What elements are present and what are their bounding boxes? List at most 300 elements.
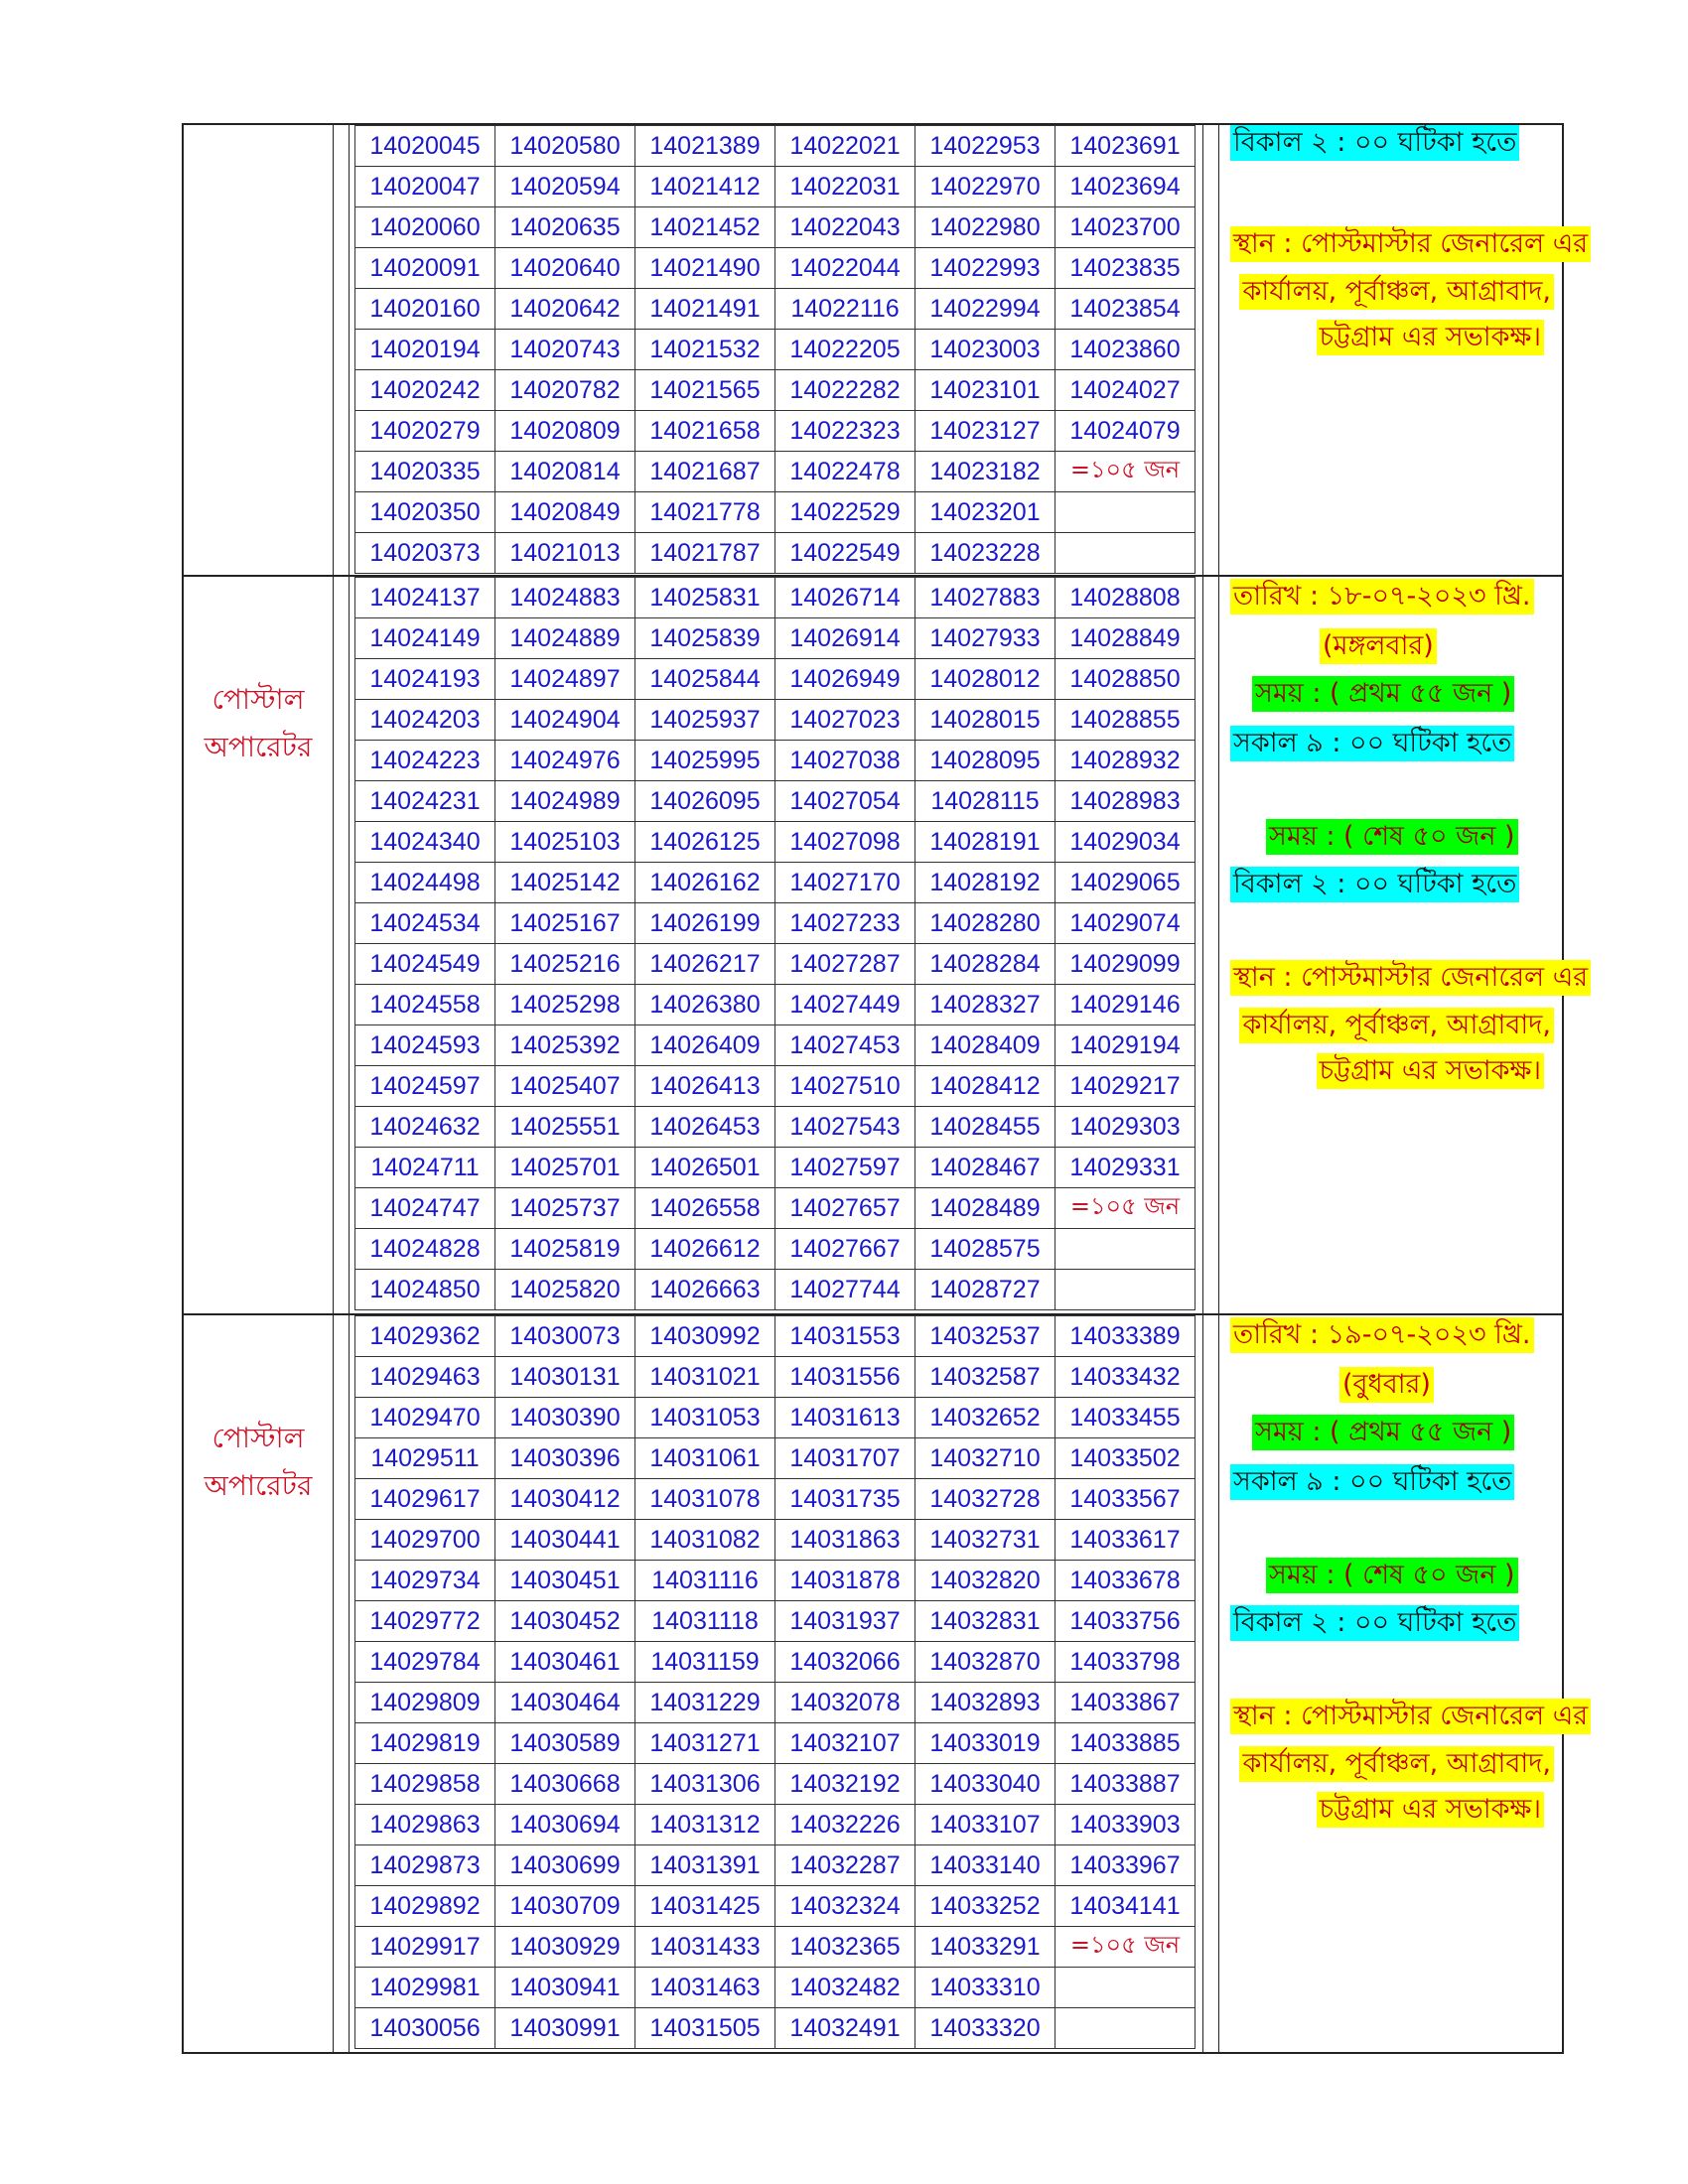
roll-number-cell: 14025819 [495,1229,635,1270]
roll-number-cell: 14030131 [495,1357,635,1398]
roll-number-cell: 14028284 [915,944,1055,985]
roll-number-cell: 14031735 [775,1479,915,1520]
roll-number-cell: 14033756 [1055,1601,1196,1642]
roll-number-cell: 14026217 [635,944,775,985]
roll-number-cell: 14022282 [775,370,915,411]
roll-number-cell: 14026914 [775,618,915,659]
post-name-label: পোস্টাল অপারেটর [204,1422,313,1502]
roll-number-cell: 14029463 [355,1357,495,1398]
table-row [355,1845,1196,1886]
roll-number-cell: 14028855 [1055,700,1196,741]
table-row [355,1723,1196,1764]
roll-number-cell: 14030991 [495,2008,635,2049]
table-row [355,1148,1196,1188]
roll-number-cell: 14021532 [635,330,775,370]
roll-number-cell: 14029858 [355,1764,495,1805]
empty-cell [1055,533,1196,574]
roll-number-cell: 14023101 [915,370,1055,411]
roll-number-cell: 14024231 [355,781,495,822]
total-count-cell: =১০৫ জন [1055,452,1196,492]
roll-number-cell: 14025820 [495,1270,635,1310]
roll-number-cell: 14026714 [775,578,915,618]
roll-number-cell: 14025392 [495,1025,635,1066]
venue-line-1: স্থান : পোস্টমাস্টার জেনারেল এর [1230,960,1591,996]
exam-day: (বুধবার) [1339,1367,1434,1403]
roll-number-cell: 14033107 [915,1805,1055,1845]
roll-number-cell: 14026413 [635,1066,775,1107]
column-divider [349,125,350,575]
roll-number-cell: 14030464 [495,1683,635,1723]
roll-number-cell: 14029470 [355,1398,495,1438]
table-row [355,1764,1196,1805]
table-row [355,207,1196,248]
roll-number-cell: 14030390 [495,1398,635,1438]
roll-number-cell: 14032324 [775,1886,915,1927]
table-row [355,1188,1196,1229]
roll-number-cell: 14028015 [915,700,1055,741]
roll-number-cell: 14029892 [355,1886,495,1927]
roll-number-cell: 14025407 [495,1066,635,1107]
roll-number-cell: 14029784 [355,1642,495,1683]
roll-number-cell: 14031021 [635,1357,775,1398]
table-row [355,248,1196,289]
roll-number-cell: 14033887 [1055,1764,1196,1805]
roll-number-cell: 14026409 [635,1025,775,1066]
table-row [355,1968,1196,2008]
roll-number-cell: 14025844 [635,659,775,700]
roll-number-cell: 14023700 [1055,207,1196,248]
roll-number-cell: 14024193 [355,659,495,700]
roll-number-cell: 14029819 [355,1723,495,1764]
post-name-label: পোস্টাল অপারেটর [204,683,313,763]
roll-number-cell: 14021013 [495,533,635,574]
roll-number-cell: 14033310 [915,1968,1055,2008]
table-row [355,1357,1196,1398]
roll-number-cell: 14029194 [1055,1025,1196,1066]
roll-number-cell: 14029981 [355,1968,495,2008]
roll-number-cell: 14026949 [775,659,915,700]
roll-number-cell: 14027597 [775,1148,915,1188]
roll-number-cell: 14029303 [1055,1107,1196,1148]
roll-number-cell: 14030929 [495,1927,635,1968]
roll-number-cell: 14022021 [775,126,915,167]
venue-line-1: স্থান : পোস্টমাস্টার জেনারেল এর [1230,1699,1591,1734]
first-batch-time: সময় : ( প্রথম ৫৫ জন ) [1252,676,1514,712]
morning-time: সকাল ৯ : ০০ ঘটিকা হতে [1230,1464,1514,1500]
roll-number-cell: 14022116 [775,289,915,330]
roll-number-table [354,577,1196,1310]
roll-number-cell: 14024989 [495,781,635,822]
table-row [355,1107,1196,1148]
roll-number-cell: 14032728 [915,1479,1055,1520]
venue-line-1: স্থান : পোস্টমাস্টার জেনারেল এর [1230,226,1591,262]
roll-number-cell: 14031613 [775,1398,915,1438]
table-row [355,411,1196,452]
roll-number-cell: 14020279 [355,411,495,452]
table-row [355,452,1196,492]
roll-number-cell: 14022993 [915,248,1055,289]
roll-number-cell: 14025995 [635,741,775,781]
afternoon-time: বিকাল ২ : ০০ ঘটিকা হতে [1230,867,1519,902]
roll-number-cell: 14028467 [915,1148,1055,1188]
roll-number-cell: 14031229 [635,1683,775,1723]
venue-line-2: কার্যালয়, পূর্বাঞ্চল, আগ্রাবাদ, [1239,1008,1554,1043]
empty-cell [1055,492,1196,533]
roll-number-cell: 14024850 [355,1270,495,1310]
table-row [355,659,1196,700]
roll-number-cell: 14032731 [915,1520,1055,1561]
roll-number-cell: 14023228 [915,533,1055,574]
roll-number-cell: 14025737 [495,1188,635,1229]
roll-number-cell: 14021687 [635,452,775,492]
roll-number-cell: 14033040 [915,1764,1055,1805]
roll-number-cell: 14028849 [1055,618,1196,659]
roll-number-cell: 14029065 [1055,863,1196,903]
column-divider [349,1315,350,2052]
roll-number-cell: 14025937 [635,700,775,741]
roll-number-cell: 14032066 [775,1642,915,1683]
roll-number-cell: 14033567 [1055,1479,1196,1520]
table-row [355,822,1196,863]
roll-number-cell: 14026501 [635,1148,775,1188]
table-row [355,903,1196,944]
schedule-info [1226,1315,1589,2052]
roll-number-cell: 14028409 [915,1025,1055,1066]
roll-number-cell: 14028192 [915,863,1055,903]
roll-number-cell: 14024340 [355,822,495,863]
roll-number-cell: 14030441 [495,1520,635,1561]
roll-number-cell: 14024149 [355,618,495,659]
roll-number-cell: 14022043 [775,207,915,248]
table-row [355,1520,1196,1561]
roll-number-cell: 14033320 [915,2008,1055,2049]
roll-number-cell: 14023201 [915,492,1055,533]
roll-number-cell: 14030589 [495,1723,635,1764]
roll-number-cell: 14029873 [355,1845,495,1886]
roll-number-cell: 14033617 [1055,1520,1196,1561]
roll-number-cell: 14026162 [635,863,775,903]
total-count-cell: =১০৫ জন [1055,1927,1196,1968]
roll-number-cell: 14031271 [635,1723,775,1764]
roll-number-cell: 14028115 [915,781,1055,822]
roll-number-cell: 14031505 [635,2008,775,2049]
roll-number-cell: 14024889 [495,618,635,659]
table-row [355,1398,1196,1438]
roll-number-cell: 14027449 [775,985,915,1025]
roll-number-cell: 14024883 [495,578,635,618]
roll-number-cell: 14029700 [355,1520,495,1561]
column-divider [333,125,334,575]
roll-number-cell: 14032587 [915,1357,1055,1398]
roll-number-cell: 14024534 [355,903,495,944]
roll-number-cell: 14021787 [635,533,775,574]
table-row [355,330,1196,370]
roll-number-cell: 14020091 [355,248,495,289]
schedule-section-1 [182,123,1589,577]
roll-number-cell: 14033678 [1055,1561,1196,1601]
schedule-section-3 [182,1313,1589,2054]
roll-number-cell: 14027933 [915,618,1055,659]
roll-number-cell: 14023691 [1055,126,1196,167]
roll-number-cell: 14026663 [635,1270,775,1310]
roll-number-cell: 14027233 [775,903,915,944]
table-row [355,1805,1196,1845]
roll-number-cell: 14031425 [635,1886,775,1927]
roll-number-cell: 14032710 [915,1438,1055,1479]
roll-number-cell: 14032893 [915,1683,1055,1723]
roll-number-cell: 14033252 [915,1886,1055,1927]
roll-number-cell: 14020047 [355,167,495,207]
column-divider [1202,577,1203,1313]
roll-number-cell: 14020782 [495,370,635,411]
roll-number-cell: 14024632 [355,1107,495,1148]
afternoon-time: বিকাল ২ : ০০ ঘটিকা হতে [1230,125,1519,161]
table-row [355,781,1196,822]
roll-number-cell: 14032537 [915,1316,1055,1357]
roll-number-cell: 14022529 [775,492,915,533]
roll-number-cell: 14024203 [355,700,495,741]
table-row [355,985,1196,1025]
roll-number-cell: 14027510 [775,1066,915,1107]
roll-number-cell: 14031863 [775,1520,915,1561]
roll-number-cell: 14027054 [775,781,915,822]
total-count-cell: =১০৫ জন [1055,1188,1196,1229]
roll-number-cell: 14031116 [635,1561,775,1601]
roll-number-cell: 14025142 [495,863,635,903]
roll-number-cell: 14030941 [495,1968,635,2008]
column-divider [1218,1315,1219,2052]
roll-number-cell: 14025839 [635,618,775,659]
roll-number-cell: 14020160 [355,289,495,330]
roll-number-cell: 14020350 [355,492,495,533]
roll-number-cell: 14031878 [775,1561,915,1601]
table-row [355,1438,1196,1479]
table-row [355,492,1196,533]
roll-number-cell: 14020060 [355,207,495,248]
roll-number-cell: 14020594 [495,167,635,207]
exam-day: (মঙ্গলবার) [1320,628,1437,664]
roll-number-cell: 14029217 [1055,1066,1196,1107]
roll-number-cell: 14025551 [495,1107,635,1148]
roll-number-cell: 14032192 [775,1764,915,1805]
table-row [355,618,1196,659]
roll-number-cell: 14020373 [355,533,495,574]
roll-number-cell: 14032226 [775,1805,915,1845]
roll-number-cell: 14031433 [635,1927,775,1968]
roll-number-cell: 14028095 [915,741,1055,781]
roll-number-cell: 14023860 [1055,330,1196,370]
table-row [355,863,1196,903]
roll-number-cell: 14027287 [775,944,915,985]
roll-number-cell: 14028489 [915,1188,1055,1229]
roll-number-cell: 14022323 [775,411,915,452]
roll-number-cell: 14024897 [495,659,635,700]
roll-number-cell: 14024558 [355,985,495,1025]
roll-number-cell: 14022205 [775,330,915,370]
roll-number-cell: 14027023 [775,700,915,741]
roll-number-cell: 14029617 [355,1479,495,1520]
table-row [355,944,1196,985]
roll-number-cell: 14024597 [355,1066,495,1107]
roll-number-table [354,1315,1196,2049]
roll-number-cell: 14021491 [635,289,775,330]
roll-number-cell: 14029034 [1055,822,1196,863]
table-row [355,1066,1196,1107]
roll-number-cell: 14028932 [1055,741,1196,781]
roll-number-cell: 14030452 [495,1601,635,1642]
schedule-info [1226,125,1589,575]
table-row [355,1561,1196,1601]
roll-number-cell: 14020640 [495,248,635,289]
roll-number-cell: 14025701 [495,1148,635,1188]
table-row [355,700,1196,741]
roll-number-cell: 14031312 [635,1805,775,1845]
roll-number-cell: 14033798 [1055,1642,1196,1683]
roll-number-cell: 14024079 [1055,411,1196,452]
table-row [355,2008,1196,2049]
roll-number-cell: 14020743 [495,330,635,370]
schedule-info [1226,577,1589,1313]
venue-line-2: কার্যালয়, পূর্বাঞ্চল, আগ্রাবাদ, [1239,1746,1554,1782]
roll-number-cell: 14023694 [1055,167,1196,207]
roll-number-cell: 14022970 [915,167,1055,207]
roll-number-cell: 14022044 [775,248,915,289]
table-row [355,1683,1196,1723]
roll-number-cell: 14028850 [1055,659,1196,700]
roll-number-cell: 14026558 [635,1188,775,1229]
exam-date: তারিখ : ১৯-০৭-২০২৩ খ্রি. [1230,1317,1534,1353]
roll-number-cell: 14026125 [635,822,775,863]
roll-number-cell: 14024711 [355,1148,495,1188]
roll-number-cell: 14029809 [355,1683,495,1723]
roll-number-cell: 14020580 [495,126,635,167]
roll-number-cell: 14030709 [495,1886,635,1927]
roll-number-cell: 14024549 [355,944,495,985]
roll-number-cell: 14026380 [635,985,775,1025]
roll-number-cell: 14025167 [495,903,635,944]
roll-number-cell: 14029362 [355,1316,495,1357]
roll-number-cell: 14033019 [915,1723,1055,1764]
table-row [355,1316,1196,1357]
roll-number-cell: 14030396 [495,1438,635,1479]
roll-number-cell: 14031553 [775,1316,915,1357]
roll-number-cell: 14023182 [915,452,1055,492]
roll-number-cell: 14032482 [775,1968,915,2008]
venue-line-3: চট্টগ্রাম এর সভাকক্ষ। [1317,1792,1544,1828]
roll-number-cell: 14022478 [775,452,915,492]
roll-number-cell: 14030699 [495,1845,635,1886]
roll-number-cell: 14027667 [775,1229,915,1270]
roll-number-cell: 14028727 [915,1270,1055,1310]
table-row [355,370,1196,411]
roll-number-cell: 14028808 [1055,578,1196,618]
roll-number-cell: 14021778 [635,492,775,533]
roll-number-cell: 14027098 [775,822,915,863]
roll-number-cell: 14029734 [355,1561,495,1601]
empty-cell [1055,1270,1196,1310]
roll-number-cell: 14032831 [915,1601,1055,1642]
second-batch-time: সময় : ( শেষ ৫০ জন ) [1266,819,1518,855]
table-row [355,1601,1196,1642]
table-row [355,1479,1196,1520]
table-row [355,741,1196,781]
roll-number-cell: 14027657 [775,1188,915,1229]
roll-number-cell: 14022994 [915,289,1055,330]
roll-number-cell: 14031707 [775,1438,915,1479]
roll-number-cell: 14029511 [355,1438,495,1479]
exam-date: তারিখ : ১৮-০৭-২০২৩ খ্রি. [1230,579,1534,614]
roll-number-cell: 14031306 [635,1764,775,1805]
roll-number-cell: 14027170 [775,863,915,903]
roll-number-cell: 14024747 [355,1188,495,1229]
roll-number-cell: 14022031 [775,167,915,207]
roll-number-cell: 14029917 [355,1927,495,1968]
afternoon-time: বিকাল ২ : ০০ ঘটিকা হতে [1230,1605,1519,1641]
roll-number-cell: 14028191 [915,822,1055,863]
table-row [355,289,1196,330]
roll-number-cell: 14029863 [355,1805,495,1845]
roll-number-cell: 14025216 [495,944,635,985]
roll-number-cell: 14030694 [495,1805,635,1845]
column-divider [333,1315,334,2052]
roll-number-cell: 14031118 [635,1601,775,1642]
roll-number-cell: 14033291 [915,1927,1055,1968]
roll-number-cell: 14028412 [915,1066,1055,1107]
roll-number-cell: 14026199 [635,903,775,944]
roll-number-cell: 14029331 [1055,1148,1196,1188]
roll-number-cell: 14020194 [355,330,495,370]
roll-number-cell: 14031061 [635,1438,775,1479]
roll-number-cell: 14024137 [355,578,495,618]
roll-number-cell: 14032491 [775,2008,915,2049]
roll-number-cell: 14020045 [355,126,495,167]
roll-number-cell: 14033903 [1055,1805,1196,1845]
roll-number-cell: 14028012 [915,659,1055,700]
roll-number-cell: 14033867 [1055,1683,1196,1723]
roll-number-cell: 14028575 [915,1229,1055,1270]
roll-number-cell: 14027453 [775,1025,915,1066]
roll-number-cell: 14021412 [635,167,775,207]
venue-line-2: কার্যালয়, পূর্বাঞ্চল, আগ্রাবাদ, [1239,274,1554,310]
roll-number-cell: 14026612 [635,1229,775,1270]
roll-number-cell: 14020814 [495,452,635,492]
roll-number-cell: 14030668 [495,1764,635,1805]
roll-number-cell: 14024976 [495,741,635,781]
table-row [355,1025,1196,1066]
roll-number-cell: 14033455 [1055,1398,1196,1438]
roll-number-cell: 14020849 [495,492,635,533]
roll-number-cell: 14033967 [1055,1845,1196,1886]
roll-number-cell: 14020242 [355,370,495,411]
column-divider [1202,1315,1203,2052]
roll-number-cell: 14031053 [635,1398,775,1438]
roll-number-cell: 14030461 [495,1642,635,1683]
roll-number-cell: 14024593 [355,1025,495,1066]
morning-time: সকাল ৯ : ০০ ঘটিকা হতে [1230,726,1514,761]
second-batch-time: সময় : ( শেষ ৫০ জন ) [1266,1558,1518,1593]
roll-number-cell: 14023854 [1055,289,1196,330]
roll-number-cell: 14033502 [1055,1438,1196,1479]
roll-number-cell: 14027038 [775,741,915,781]
roll-number-cell: 14022549 [775,533,915,574]
roll-number-cell: 14027543 [775,1107,915,1148]
roll-number-cell: 14020335 [355,452,495,492]
roll-number-cell: 14033140 [915,1845,1055,1886]
roll-number-cell: 14032107 [775,1723,915,1764]
roll-number-cell: 14021389 [635,126,775,167]
roll-number-cell: 14025103 [495,822,635,863]
roll-number-cell: 14021565 [635,370,775,411]
